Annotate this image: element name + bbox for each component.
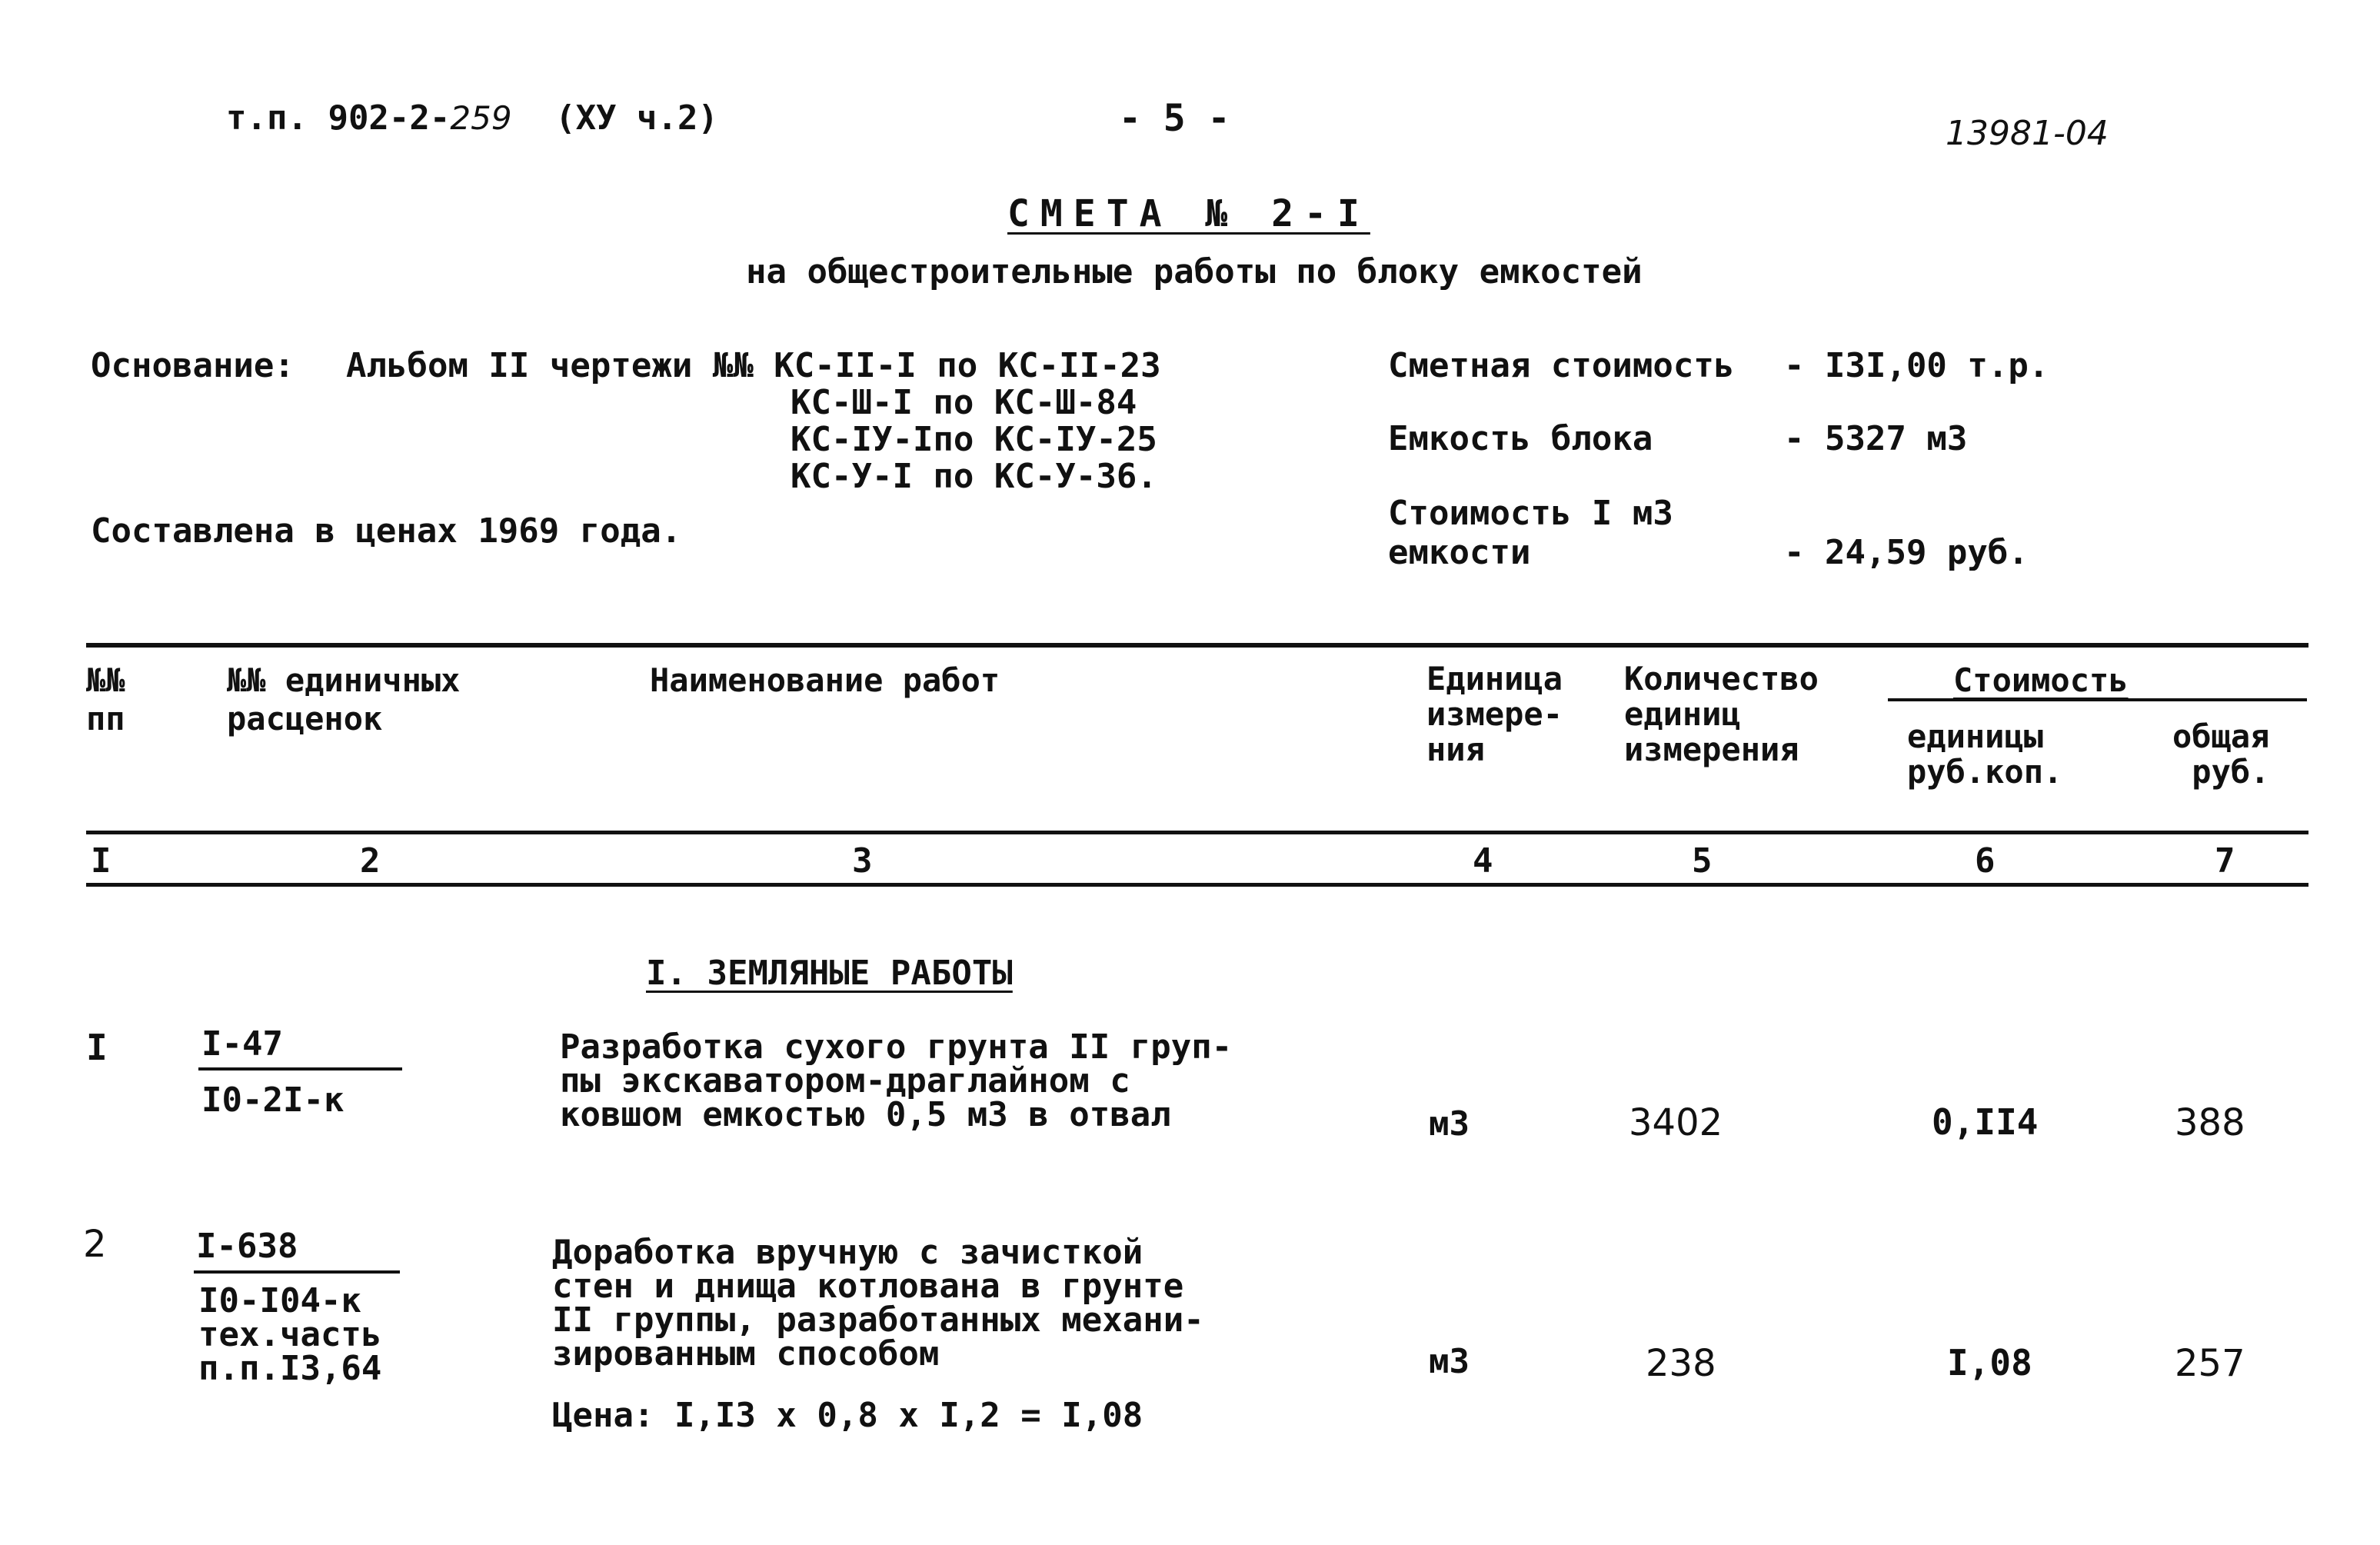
col-header-total-line-2: руб. — [2192, 753, 2270, 791]
row-2-description-line-3: II группы, разработанных механи- — [552, 1300, 1204, 1340]
row-1-total: 388 — [2175, 1101, 2245, 1144]
row-1-description-line-1: Разработка сухого грунта II груп- — [560, 1027, 1233, 1067]
capacity-label: Емкость блока — [1388, 419, 1653, 458]
col-number-6: 6 — [1975, 841, 1996, 881]
estimated-cost-value: - I3I,00 т.р. — [1784, 346, 2049, 385]
row-1-rate-divider — [198, 1067, 402, 1071]
row-1-description-line-2: пы экскаватором-драглайном с — [560, 1061, 1130, 1100]
row-2-rate-bottom-line-3: п.п.I3,64 — [198, 1349, 382, 1388]
unit-cost-label-1: Стоимость I м3 — [1388, 494, 1673, 533]
col-header-number — [86, 661, 125, 738]
section-title: I. ЗЕМЛЯНЫЕ РАБОТЫ — [646, 954, 1013, 993]
col-header-unit-line-1: Единица — [1426, 660, 1563, 698]
document-code — [226, 98, 718, 138]
row-2-description-line-2: стен и днища котлована в грунте — [552, 1267, 1184, 1306]
col-header-quantity-line-1: Количество — [1624, 660, 1819, 698]
col-header-work-name: Наименование работ — [650, 661, 1000, 699]
col-number-7: 7 — [2215, 841, 2235, 881]
row-1-number: I — [86, 1027, 108, 1068]
row-1-description — [560, 1027, 1233, 1134]
row-2-rate-bottom-line-2: тех.часть — [198, 1315, 382, 1354]
row-1-rate-top: I-47 — [201, 1024, 283, 1064]
col-header-quantity-line-3: измерения — [1624, 731, 1799, 768]
estimated-cost-label: Сметная стоимость — [1388, 346, 1735, 385]
col-header-total-line-1: общая — [2172, 718, 2270, 755]
row-2-price-formula: Цена: I,I3 x 0,8 x I,2 = I,08 — [552, 1396, 1143, 1435]
document-code-prefix: т.п. 902-2- — [226, 98, 451, 138]
row-2-rate-top: I-638 — [196, 1227, 298, 1266]
col-header-unit — [1426, 661, 1563, 768]
col-header-unit-line-2: измере- — [1426, 695, 1563, 733]
col-header-rate-line-2: расценок — [227, 700, 383, 738]
estimate-subtitle: на общестроительные работы по блоку емкостей — [746, 252, 1643, 291]
col-header-quantity — [1624, 661, 1819, 768]
col-number-4: 4 — [1473, 841, 1493, 881]
basis-label: Основание: — [91, 346, 295, 385]
col-number-1: I — [91, 841, 112, 881]
col-number-5: 5 — [1692, 841, 1713, 881]
row-2-total: 257 — [2175, 1342, 2245, 1385]
row-2-rate-divider — [194, 1270, 400, 1274]
row-2-rate-bottom — [198, 1281, 382, 1388]
row-1-description-line-3: ковшом емкостью 0,5 м3 в отвал — [560, 1095, 1171, 1134]
col-header-number-line-1: №№ — [86, 661, 125, 699]
basis-line-2: КС-Ш-I по КС-Ш-84 — [791, 383, 1137, 422]
row-1-unit-cost: 0,II4 — [1932, 1101, 2039, 1143]
prices-note: Составлена в ценах 1969 года. — [91, 511, 682, 551]
row-1-unit: м3 — [1429, 1104, 1470, 1144]
col-header-cost-group: Стоимость — [1953, 661, 2129, 699]
col-header-unit-line-3: ния — [1426, 731, 1485, 768]
row-2-description-line-1: Доработка вручную с зачисткой — [552, 1233, 1143, 1272]
unit-cost-value: - 24,59 руб. — [1784, 533, 2029, 572]
page-number: - 5 - — [1119, 97, 1230, 140]
col-number-2: 2 — [360, 841, 381, 881]
col-header-rate — [227, 661, 460, 738]
col-header-total — [2172, 719, 2269, 790]
row-2-description-line-4: зированным способом — [552, 1334, 940, 1374]
row-1-quantity: 3402 — [1629, 1101, 1723, 1144]
column-numbers-rule — [86, 883, 2308, 887]
capacity-value: - 5327 м3 — [1784, 419, 1968, 458]
row-2-description — [552, 1233, 1204, 1374]
header-bottom-rule — [86, 831, 2308, 834]
col-header-number-line-2: пп — [86, 700, 125, 738]
col-header-quantity-line-2: единиц — [1624, 695, 1741, 733]
row-2-quantity: 238 — [1646, 1342, 1716, 1385]
col-header-unit-cost-line-2: руб.коп. — [1907, 753, 2063, 791]
col-header-unit-cost — [1907, 719, 2062, 790]
basis-line-3: КС-IУ-Iпо КС-IУ-25 — [791, 420, 1157, 459]
col-number-3: 3 — [852, 841, 873, 881]
unit-cost-label-2: емкости — [1388, 533, 1531, 572]
row-2-rate-bottom-line-1: I0-I04-к — [198, 1281, 361, 1320]
inventory-number: 13981-04 — [1946, 114, 2109, 153]
table-top-rule — [86, 643, 2308, 648]
col-header-rate-line-1: №№ единичных — [227, 661, 461, 699]
basis-line-4: КС-У-I по КС-У-36. — [791, 457, 1157, 496]
basis-line-1: Альбом II чертежи №№ КС-II-I по КС-II-23 — [346, 346, 1161, 385]
estimate-title: СМЕТА № 2-I — [1007, 192, 1370, 235]
row-2-unit-cost: I,08 — [1947, 1342, 2032, 1384]
document-code-suffix: (ХУ ч.2) — [555, 98, 718, 138]
row-2-unit: м3 — [1429, 1342, 1470, 1381]
row-2-number: 2 — [83, 1223, 107, 1266]
row-1-rate-bottom: I0-2I-к — [201, 1081, 345, 1120]
document-code-handwritten: 259 — [450, 99, 512, 137]
col-header-unit-cost-line-1: единицы — [1907, 718, 2044, 755]
